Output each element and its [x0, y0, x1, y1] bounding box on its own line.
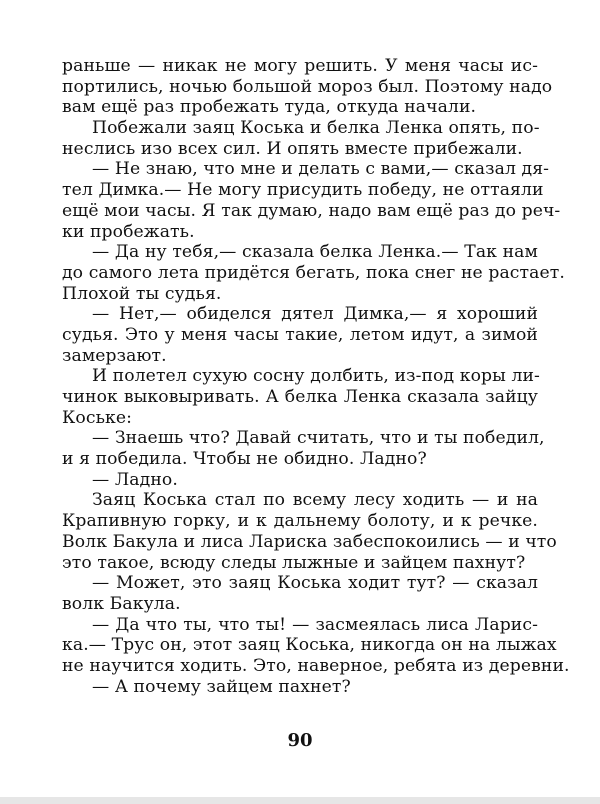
text-line: — Да что ты, что ты! — засмеялась лиса Ларис- [92, 614, 538, 635]
text-line: Коське: [62, 407, 133, 428]
text-line: Побежали заяц Коська и белка Ленка опять, по- [92, 118, 540, 139]
text-line: ки пробежать. [62, 221, 195, 242]
text-line: неслись изо всех сил. И опять вместе прибежали. [62, 138, 523, 159]
text-line: это такое, всюду следы лыжные и зайцем пахнут? [62, 552, 526, 573]
body-text [62, 56, 570, 697]
text-line: И полетел сухую сосну долбить, из-под коры ли- [92, 366, 540, 387]
text-line: чинок выковыривать. А белка Ленка сказала зайцу [62, 387, 538, 407]
text-line: — Может, это заяц Коська ходит тут? — сказал [92, 573, 538, 594]
text-line: Заяц Коська стал по всему лесу ходить — и на [92, 490, 538, 511]
text-line: не научится ходить. Это, наверное, ребята из деревни. [62, 655, 570, 676]
text-line: судья. Это у меня часы такие, летом идут, а зимой [62, 324, 538, 345]
scan-edge [0, 797, 600, 804]
text-line: замерзают. [62, 345, 167, 366]
text-line: — Знаешь что? Давай считать, что и ты победил, [92, 428, 545, 449]
text-line: вам ещё раз пробежать туда, откуда начали. [62, 97, 477, 118]
text-line: — Нет,— обиделся дятел Димка,— я хороший [92, 304, 538, 325]
text-line: раньше — никак не могу решить. У меня часы ис- [62, 56, 538, 76]
text-line: Плохой ты судья. [62, 283, 222, 304]
text-line: до самого лета придётся бегать, пока снег не растает. [62, 262, 565, 283]
text-line: ещё мои часы. Я так думаю, надо вам ещё раз до реч- [62, 200, 561, 221]
text-line: тел Димка.— Не могу присудить победу, не оттаяли [62, 180, 544, 201]
page-number: 90 [287, 730, 313, 751]
text-line: — Ладно. [92, 469, 178, 490]
text-line: ка.— Трус он, этот заяц Коська, никогда он на лыжах [62, 635, 557, 656]
text-line: — Не знаю, что мне и делать с вами,— сказал дя- [92, 159, 550, 180]
text-line: — А почему зайцем пахнет? [92, 676, 351, 697]
text-line: портились, ночью большой мороз был. Поэтому надо [62, 76, 553, 97]
text-line: — Да ну тебя,— сказала белка Ленка.— Так нам [92, 242, 538, 263]
text-line: Крапивную горку, и к дальнему болоту, и к речке. [62, 511, 538, 532]
text-line: волк Бакула. [62, 593, 181, 614]
text-line: и я победила. Чтобы не обидно. Ладно? [62, 449, 427, 470]
text-line: Волк Бакула и лиса Лариска забеспокоились — и что [62, 531, 557, 552]
